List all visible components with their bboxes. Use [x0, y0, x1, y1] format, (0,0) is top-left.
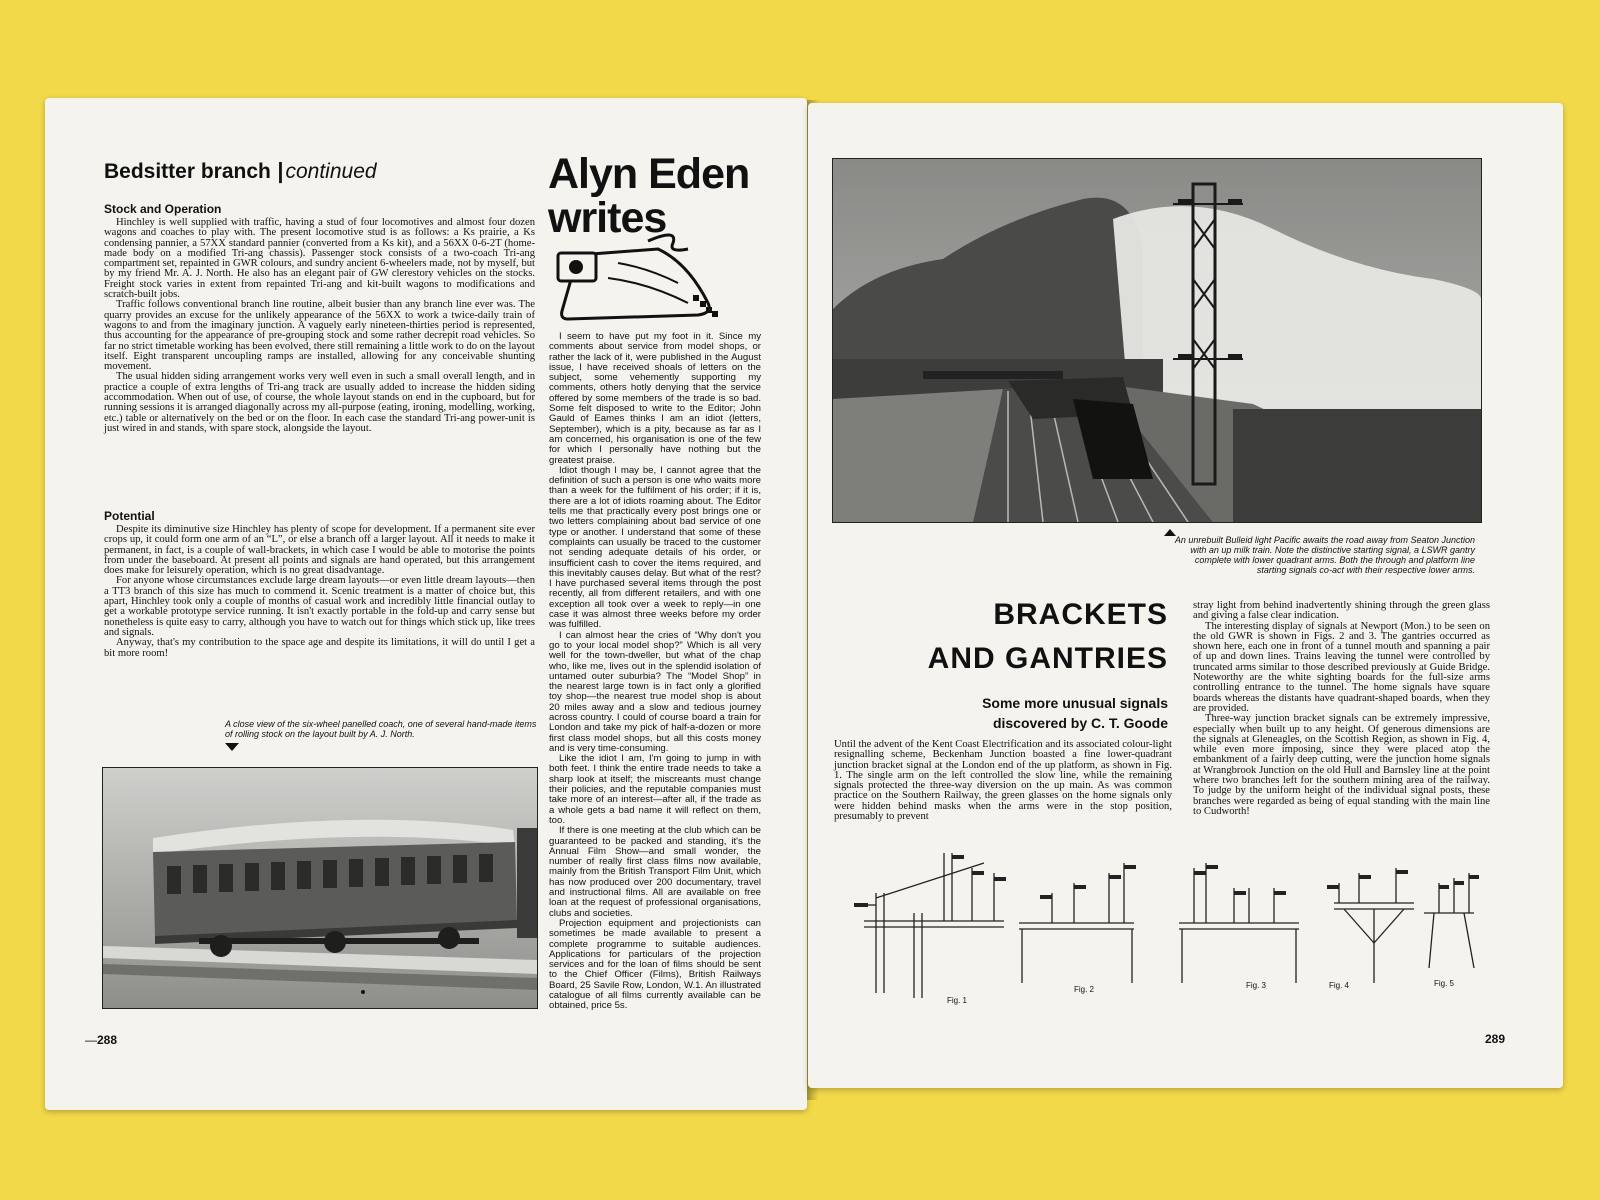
page-number: —288 — [85, 1033, 118, 1047]
article-subtitle: Some more unusual signals discovered by C. T. Goode — [982, 695, 1168, 731]
paragraph: If there is one meeting at the club which can be guaranteed to be packed and standing, it's the Annual Film Show—and small wonder, the number of really first class films now available, mainly from the British Transport Film Unit, which has now produced over 200 documentary, travel and instructional films. All are available on free loan at the request of professional organisations, clubs and societies. — [549, 825, 761, 919]
section-heading: Potential — [104, 509, 155, 523]
figure-label: Fig. 4 — [1329, 981, 1350, 990]
figure-label: Fig. 3 — [1246, 981, 1267, 990]
coach-photo — [102, 767, 538, 1009]
article-header: Bedsitter branch |continued — [104, 158, 377, 183]
typewriter-illustration — [548, 223, 733, 328]
paragraph: The usual hidden siding arrangement works very well even in such a small overall length, and in practice a couple of extra lengths of Tri-ang track are usually added to increase the hidden siding accommodation. When out of use, of course, the whole layout stands on end in the cupboard, but for running sessions it is arranged diagonally across my all-purpose (eating, ironing, modelling, working, etc.) table or alternatively on the bed or on the floor. In each case the standard Tri-ang power-unit is just wired in and stands, with spare stock, alongside the layout. — [104, 371, 535, 434]
potential-section — [104, 509, 535, 659]
article-title: Bedsitter branch — [104, 160, 271, 183]
column-title: Alyn Eden writes — [548, 150, 750, 242]
train-photo — [832, 158, 1482, 523]
paragraph: Hinchley is well supplied with traffic, having a stud of four locomotives and almost four dozen wagons and coaches to play with. The present locomotive stud is as follows: a Ks prairie, a Ks condensing pannier, a 57XX standard pannier (converted from a Ks kit), and a 56XX 0-6-2T (home-made body on a modified Tri-ang chassis). Passenger stock consists of a two-coach Tri-ang compartment set, repainted in GWR colours, and sundry ancient 6-wheelers made, not by myself, but by my friend Mr. A. J. North. He also has an elegant pair of GW clerestory vehicles on the stocks. Freight stock varies in extent from repainted Tri-ang and kit-built wagons to modifications and scratch-built jobs. — [104, 217, 535, 301]
article-continued-label: continued — [285, 160, 377, 183]
article-title: BRACKETS AND GANTRIES — [927, 598, 1168, 675]
figure-label: Fig. 5 — [1434, 979, 1455, 988]
caption-arrow-icon — [225, 743, 239, 751]
paragraph: Anyway, that's my contribution to the space age and despite its limitations, it will do until I get a bit more room! — [104, 637, 535, 659]
figure-label: Fig. 1 — [947, 996, 968, 1005]
paragraph: Like the idiot I am, I'm going to jump in with both feet. I think the entire trade needs to take a sharp look at itself; the miscreants must change their policies, and the reputable companies must take more of an interest—after all, if the trade as a whole gets a bad name it will reflect on them, too. — [549, 753, 761, 826]
signal-diagrams — [834, 843, 1494, 1018]
page-number: 289 — [1485, 1032, 1506, 1046]
train-photo-caption: An unrebuilt Bulleid light Pacific awaits the road away from Seaton Junction with an up milk train. Note the distinctive starting signal, a LSWR gantry complete with lower quadrant arms. Both the through and platform line starting signals co-act with their respective lower arms. — [1174, 535, 1475, 575]
coach-photo-caption: A close view of the six-wheel panelled coach, one of several hand-made items of rolling stock on the layout built by A. J. North. — [225, 719, 537, 739]
paragraph: Projection equipment and projectionists can sometimes be made available to present a complete programme to suitable audiences. Applications for particulars of the projection services and for the loan of films should be sent to the Chief Officer (Films), British Railways Board, 25 Savile Row, London, W.1. An illustrated catalogue of all films currently available can be obtained, price 5s. — [549, 917, 761, 1012]
stock-operation-section — [104, 202, 535, 434]
paragraph: Traffic follows conventional branch line routine, albeit busier than any branch line ever was. The quarry provides an excuse for the unlikely appearance of the 56XX to work a twice-daily train of wagons to and from the imaginary junction. A vaguely early nineteen-thirties period is represented, thus accounting for the appearance of pre-grouping stock and some rather decrepit road vehicles. So far no strict timetable working has been evolved, there still remaining a little work to do on the layout itself. Eight transparent uncoupling ramps are installed, allowing for any conceivable shunting movement. — [104, 299, 535, 373]
paragraph: stray light from behind inadvertently shining through the green glass and giving a false clear indication. — [1193, 600, 1490, 622]
left-page — [45, 98, 807, 1110]
paragraph: For anyone whose circumstances exclude large dream layouts—or even little dream layouts—then a TT3 branch of this size has much to commend it. Scenic treatment is a matter of choice but, this apart, Hinchley took only a couple of months of casual work and incredibly little financial outlay to get a workable prototype service running. It isn't exactly portable in the fold-up and carry sense but nonetheless is quite easy to carry, although you have to watch out for things which stick up, like trees and signals. — [104, 575, 535, 638]
paragraph: I seem to have put my foot in it. Since my comments about service from model shops, or rather the lack of it, were published in the August issue, I have received shoals of letters on the subject, some vehemently supporting my comments, others hotly denying that the service offered by some members of the trade is so bad. Some felt disposed to write to the Editor; John Gauld of Eames thinks I am an idiot (letters, September), which is a pity, because as far as I am concerned, his organisation is one of the few for which I personally have nothing but the greatest praise. — [549, 331, 761, 466]
paragraph: The interesting display of signals at Newport (Mon.) to be seen on the old GWR is shown in Figs. 2 and 3. The gantries occurred as shown here, each one in front of a tunnel mouth and spanning a pair of up and down lines. Trains leaving the tunnel were controlled by truncated arms similar to those described previously at Guide Bridge. Noteworthy are the white sighting boards for the full-size arms controlling entrance to the tunnel. The home signals have square boards whereas the distants have quadrant-shaped boards, when they are provided. — [1193, 620, 1490, 714]
article-column-1 — [834, 740, 1172, 822]
column-body — [549, 332, 761, 1012]
paragraph: Idiot though I may be, I cannot agree that the definition of such a person is one who waits more than a week for the fulfilment of his order; if it is, there are a lot of idiots roaming about. The Editor tells me that practically every post brings one or two letters complaining about bad service of one type or another. I understand that some of these complaints can usually be traced to the customer not sending adequate details of his order, or insufficient cash to cover the items required, and this inevitably causes delay. But what of the rest? I have purchased several items through the post recently, all from different retailers, and with one exception all took over a week to reply—in one case it was almost three weeks before my order was fulfilled. — [549, 464, 761, 631]
figure-label: Fig. 2 — [1074, 985, 1095, 994]
paragraph: I can almost hear the cries of “Why don't you go to your local model shop?” Which is all very well for the town-dweller, but what of the chap who, like me, lives out in the splendid isolation of untamed outer suburbia? The “Model Shop” in the nearest large town is in fact only a glorified toy shop—the nearest true model shop is about 20 miles away and a slow and tedious journey across country. I could of course board a train for London and take my pick of half-a-dozen or more first class model shops, but all this costs money and is very time-consuming. — [549, 629, 761, 754]
paragraph: Until the advent of the Kent Coast Electrification and its associated colour-light resignalling scheme, Beckenham Junction boasted a fine lower-quadrant junction bracket signal at the London end of the up platform, as shown in Fig. 1. The single arm on the left controlled the slow line, while the remaining signals protected the three-way diversion on the up main. As was common practice on the Southern Railway, the green glasses on the home signals only were hidden behind masks when the arms were in the stop position, presumably to prevent — [834, 739, 1172, 823]
paragraph: Three-way junction bracket signals can be extremely impressive, especially when built up to any height. Of generous dimensions are the signals at Gleneagles, on the Scottish Region, as shown in Fig. 4, while even more imposing, since they were placed atop the embankment of a fairly deep cutting, were the junction home signals at Wrangbrook Junction on the old Hull and Barnsley line at the point where two branches left for the southern mining area of the railway. To judge by the uniform height of the individual signal posts, these branches were regarded as being of equal standing with the main line to Cudworth! — [1193, 713, 1490, 817]
right-page — [808, 103, 1563, 1088]
section-heading: Stock and Operation — [104, 202, 222, 216]
article-column-2 — [1193, 601, 1490, 817]
paragraph: Despite its diminutive size Hinchley has plenty of scope for development. If a permanent site ever crops up, it could form one arm of an “L”, or else a branch off a larger layout. All it needs to make it permanent, in fact, is a couple of wall-brackets, in which case I would be able to motorise the points from under the baseboard. At present all points and signals are hand operated, but this arrangement does make for leisurely operation, which is no great disadvantage. — [104, 524, 535, 577]
